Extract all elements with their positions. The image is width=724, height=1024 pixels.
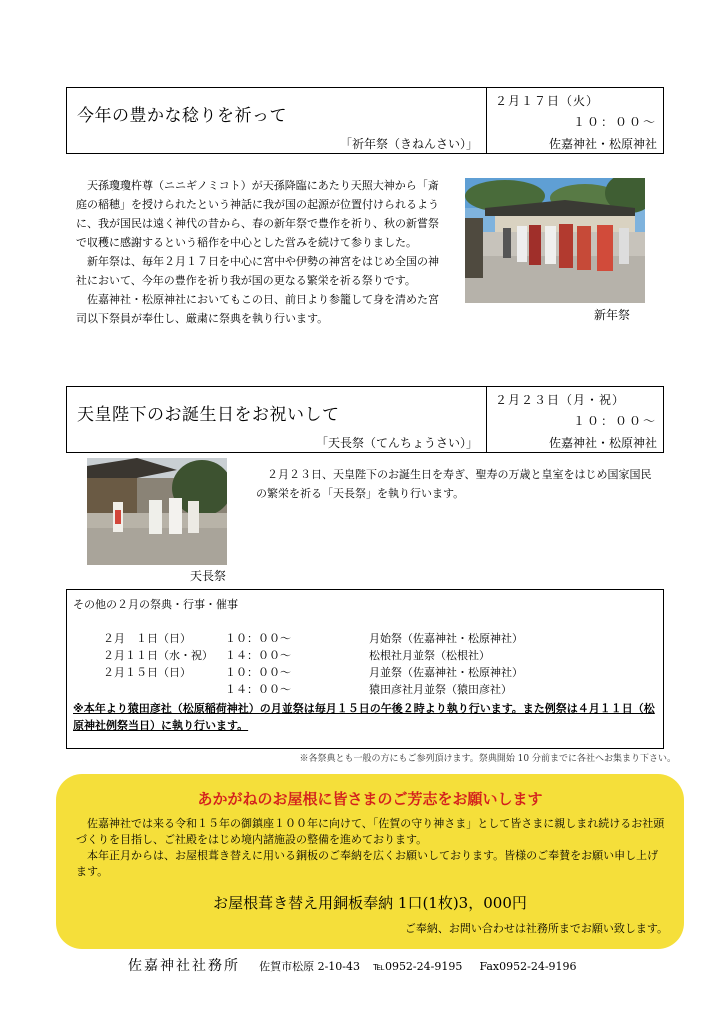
schedule-row-name: 月始祭（佐嘉神社・松原神社） [369, 632, 523, 645]
event1-time: １０：００～ [572, 115, 657, 129]
donation-contact: ご奉納、お問い合わせは社務所までお願い致します。 [404, 922, 668, 935]
schedule-row-name: 月並祭（佐嘉神社・松原神社） [369, 666, 523, 679]
roof-donation-panel [56, 774, 684, 949]
schedule-row-name: 松根社月並祭（松根社） [369, 649, 490, 662]
schedule-row-time: １４：００～ [225, 683, 291, 696]
event1-place: 佐嘉神社・松原神社 [548, 137, 657, 151]
schedule-row-time: １０：００～ [225, 632, 291, 645]
event1-header [66, 87, 664, 154]
event1-subtitle: 「祈年祭（きねんさい）」 [339, 137, 478, 151]
event2-date: ２月２３日（月・祝） [495, 393, 626, 407]
event1-schedule-cell [487, 88, 663, 153]
office-name: 佐嘉神社社務所 [128, 958, 240, 974]
attendance-footnote: ※各祭典とも一般の方にもご参列頂けます。祭典開始 10 分前までに各社へお集まり下さい。 [299, 754, 676, 764]
schedule-row-date: ２月１５日（日） [103, 666, 191, 679]
office-address: 佐賀市松原 2-10-43 [259, 960, 361, 973]
tenchosai-photo-caption: 天長祭 [190, 569, 227, 583]
event2-title: 天皇陛下のお誕生日をお祝いして [77, 405, 340, 425]
event1-date: ２月１７日（火） [495, 94, 600, 108]
event2-time: １０：００～ [572, 414, 657, 428]
office-footer [128, 955, 577, 975]
other-events-title: その他の２月の祭典・行事・催事 [73, 598, 238, 611]
schedule-row-time: １０：００～ [225, 666, 291, 679]
event2-place: 佐嘉神社・松原神社 [548, 436, 657, 450]
donation-text [76, 816, 666, 880]
office-fax: Fax0952-24-9196 [479, 960, 577, 973]
donation-paragraph: 本年正月からは、お屋根葺き替えに用いる銅板のご奉納を広くお願いしております。皆様のご奉賛をお願い申し上げます。 [76, 849, 659, 878]
event1-paragraph: 佐嘉神社・松原神社においてもこの日、前日より参籠して身を清めた宮司以下祭員が奉仕し、厳粛に祭典を執り行います。 [76, 293, 439, 325]
event2-header [66, 386, 664, 453]
other-events-box [66, 589, 664, 749]
event1-body [76, 176, 448, 328]
event1-title: 今年の豊かな稔りを祈って [77, 106, 287, 126]
event2-subtitle: 「天長祭（てんちょうさい）」 [315, 436, 478, 450]
schedule-row-date: ２月 １日（日） [103, 632, 191, 645]
event1-title-cell [67, 88, 487, 153]
kinensai-photo-caption: 新年祭 [594, 308, 631, 322]
kinensai-photo [465, 178, 645, 303]
office-tel: ℡0952-24-9195 [373, 960, 463, 973]
schedule-row-date: ２月１１日（水・祝） [103, 649, 213, 662]
event2-schedule-cell [487, 387, 663, 452]
donation-paragraph: 佐嘉神社では来る令和１５年の御鎮座１００年に向けて、「佐賀の守り神さま」として皆さまに親しまれ続けるお社頭づくりを目指し、ご社殿をはじめ境内諸施設の整備を進めております。 [76, 817, 665, 846]
event2-body [256, 465, 660, 503]
tenchosai-photo [87, 458, 227, 565]
event1-paragraph: 天孫瓊瓊杵尊（ニニギノミコト）が天孫降臨にあたり天照大神から「斎庭の稲穂」を授けられたという神話に我が国の起源が位置付けられるように、我が国民は遠く神代の昔から、春の新年祭で豊作を祈り、秋の新嘗祭で収穫に感謝するという稲作を中心とした営みを続けて参りました。 [76, 179, 439, 249]
event2-paragraph: ２月２３日、天皇陛下のお誕生日を寿ぎ、聖寿の万歳と皇室をはじめ国家国民の繁栄を祈る「天長祭」を執り行います。 [256, 468, 652, 500]
donation-title: あかがねのお屋根に皆さまのご芳志をお願いします [197, 790, 543, 808]
event2-title-cell [67, 387, 487, 452]
schedule-row-time: １４：００～ [225, 649, 291, 662]
schedule-row-name: 猿田彦社月並祭（猿田彦社） [369, 683, 512, 696]
sarutahiko-notice: ※本年より猿田彦社（松原稲荷神社）の月並祭は毎月１５日の午後２時より執り行います。また例祭は４月１１日（松原神社例祭当日）に執り行います。 [73, 702, 655, 732]
donation-price: お屋根葺き替え用銅板奉納 1口(1枚)3，000円 [213, 894, 527, 912]
event1-paragraph: 新年祭は、毎年２月１７日を中心に宮中や伊勢の神宮をはじめ全国の神社において、今年の豊作を祈り我が国の更なる繁栄を祈る祭りです。 [76, 255, 439, 287]
